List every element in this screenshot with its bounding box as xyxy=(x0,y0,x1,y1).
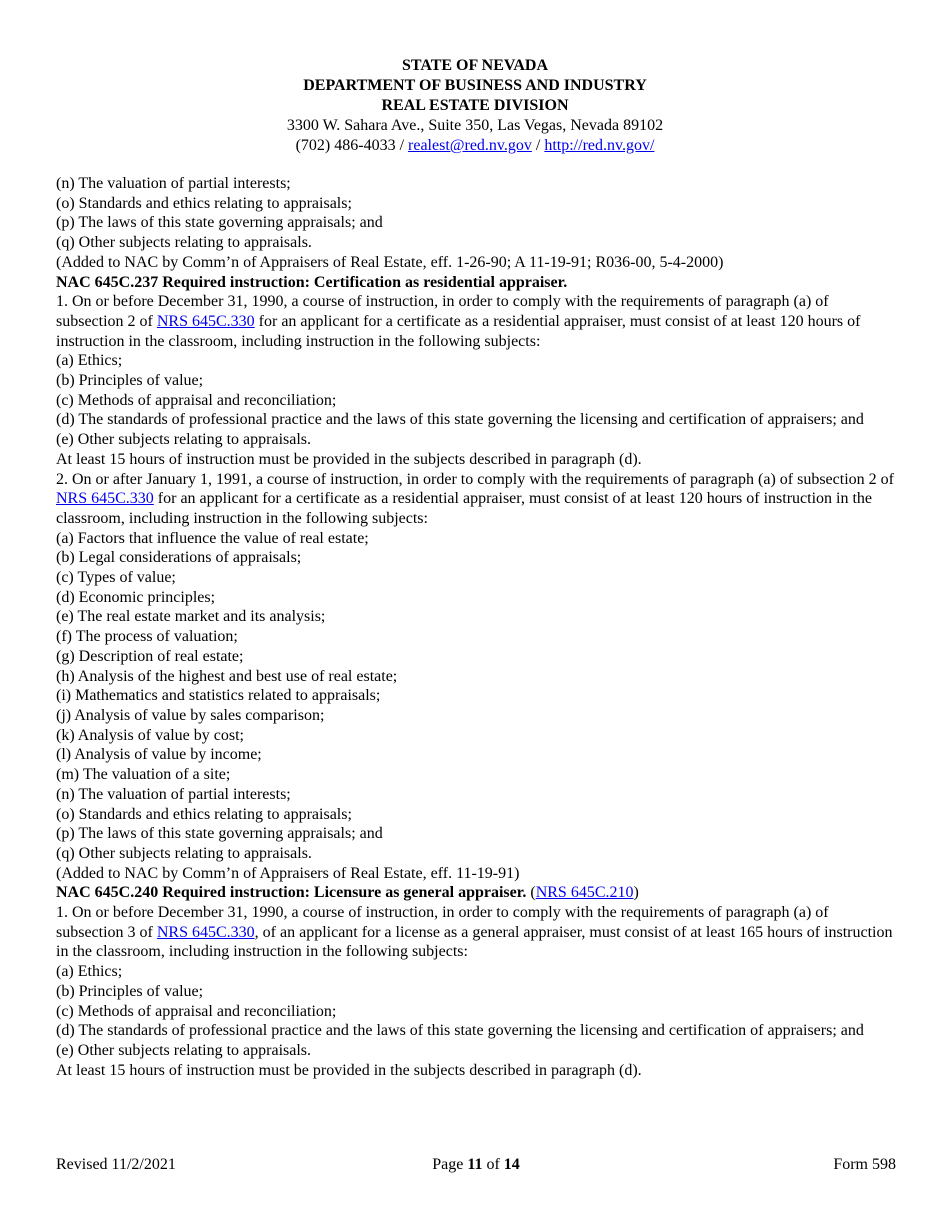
list-item: (a) Ethics; xyxy=(56,352,123,370)
list-item: (d) The standards of professional practice and the laws of this state governing the licensing and certification of appraisers; and xyxy=(56,411,864,429)
list-item: (a) Factors that influence the value of real estate; xyxy=(56,529,369,547)
document-body xyxy=(56,174,898,1080)
list-item: (f) The process of valuation; xyxy=(56,628,238,646)
list-item: (q) Other subjects relating to appraisals. xyxy=(56,844,312,862)
list-item: (n) The valuation of partial interests; xyxy=(56,175,291,192)
list-item: (l) Analysis of value by income; xyxy=(56,746,262,764)
list-item: (e) The real estate market and its analysis; xyxy=(56,608,326,626)
list-item: (b) Principles of value; xyxy=(56,372,204,390)
list-item: (q) Other subjects relating to appraisals. xyxy=(56,234,312,252)
paragraph: 1. On or before December 31, 1990, a course of instruction, in order to comply with the requirements of paragraph (a) of subsection 2 of NRS 645C.330 for an applicant for a certificate as a residential appraiser, must consist of at least 120 hours of instruction in the classroom, including instruction in the following subjects: xyxy=(56,293,861,350)
page-footer xyxy=(56,1155,896,1175)
history-note: (Added to NAC by Comm’n of Appraisers of Real Estate, eff. 11-19-91) xyxy=(56,864,520,882)
header-state: STATE OF NEVADA xyxy=(401,57,549,74)
website-link[interactable]: http://red.nv.gov/ xyxy=(544,137,655,154)
list-item: (h) Analysis of the highest and best use of real estate; xyxy=(56,667,398,685)
list-item: (o) Standards and ethics relating to appraisals; xyxy=(56,805,352,823)
list-item: (k) Analysis of value by cost; xyxy=(56,726,244,744)
list-item: (m) The valuation of a site; xyxy=(56,766,231,784)
section-title-240: NAC 645C.240 Required instruction: Licensure as general appraiser. (NRS 645C.210) xyxy=(56,884,639,902)
paragraph: 1. On or before December 31, 1990, a course of instruction, in order to comply with the requirements of paragraph (a) of subsection 3 of NRS 645C.330, of an applicant for a license as a general appraiser, must consist of at least 165 hours of instruction in the classroom, including instruction in the following subjects: xyxy=(56,904,893,961)
nrs-link[interactable]: NRS 645C.210 xyxy=(535,884,634,902)
list-item: (a) Ethics; xyxy=(56,963,123,981)
nrs-link[interactable]: NRS 645C.330 xyxy=(156,312,255,330)
page-number: Page 11 of 14 xyxy=(432,1156,520,1173)
list-item: (p) The laws of this state governing appraisals; and xyxy=(56,825,383,843)
header-contact: (702) 486-4033 / realest@red.nv.gov / http://red.nv.gov/ xyxy=(295,137,655,154)
list-item: (e) Other subjects relating to appraisals. xyxy=(56,1041,312,1059)
list-item: (c) Methods of appraisal and reconciliation; xyxy=(56,391,337,409)
list-item: (b) Legal considerations of appraisals; xyxy=(56,549,302,567)
header-department: DEPARTMENT OF BUSINESS AND INDUSTRY xyxy=(303,77,647,94)
page-header xyxy=(0,56,950,156)
list-item: (e) Other subjects relating to appraisals. xyxy=(56,431,312,449)
list-item: (d) Economic principles; xyxy=(56,588,216,606)
list-item: (c) Types of value; xyxy=(56,569,176,587)
email-link[interactable]: realest@red.nv.gov xyxy=(408,137,532,154)
nrs-link[interactable]: NRS 645C.330 xyxy=(56,490,154,508)
revised-date: Revised 11/2/2021 xyxy=(56,1156,176,1173)
nrs-link[interactable]: NRS 645C.330 xyxy=(156,923,255,941)
list-item: (o) Standards and ethics relating to appraisals; xyxy=(56,194,352,212)
form-number: Form 598 xyxy=(833,1156,896,1173)
list-item: (g) Description of real estate; xyxy=(56,647,244,665)
history-note: (Added to NAC by Comm’n of Appraisers of Real Estate, eff. 1-26-90; A 11-19-91; R036-00, 5-4-2000) xyxy=(56,253,724,271)
header-address: 3300 W. Sahara Ave., Suite 350, Las Vegas, Nevada 89102 xyxy=(286,117,664,134)
list-item: (b) Principles of value; xyxy=(56,982,204,1000)
header-division: REAL ESTATE DIVISION xyxy=(381,97,569,114)
list-item: (p) The laws of this state governing appraisals; and xyxy=(56,214,383,232)
paragraph: 2. On or after January 1, 1991, a course of instruction, in order to comply with the requirements of paragraph (a) of subsection 2 of NRS 645C.330 for an applicant for a certificate as a residential appraiser, must consist of at least 120 hours of instruction in the classroom, including instruction in the following subjects: xyxy=(56,470,894,527)
section-title-237: NAC 645C.237 Required instruction: Certification as residential appraiser. xyxy=(56,273,568,291)
list-item: (c) Methods of appraisal and reconciliation; xyxy=(56,1002,337,1020)
list-item: (i) Mathematics and statistics related to appraisals; xyxy=(56,687,381,705)
list-item: (n) The valuation of partial interests; xyxy=(56,785,291,803)
paragraph-note: At least 15 hours of instruction must be provided in the subjects described in paragraph (d). xyxy=(56,1061,642,1079)
list-item: (d) The standards of professional practice and the laws of this state governing the licensing and certification of appraisers; and xyxy=(56,1022,864,1040)
header-phone: (702) 486-4033 xyxy=(295,137,396,154)
list-item: (j) Analysis of value by sales comparison; xyxy=(56,706,325,724)
paragraph-note: At least 15 hours of instruction must be provided in the subjects described in paragraph (d). xyxy=(56,450,642,468)
